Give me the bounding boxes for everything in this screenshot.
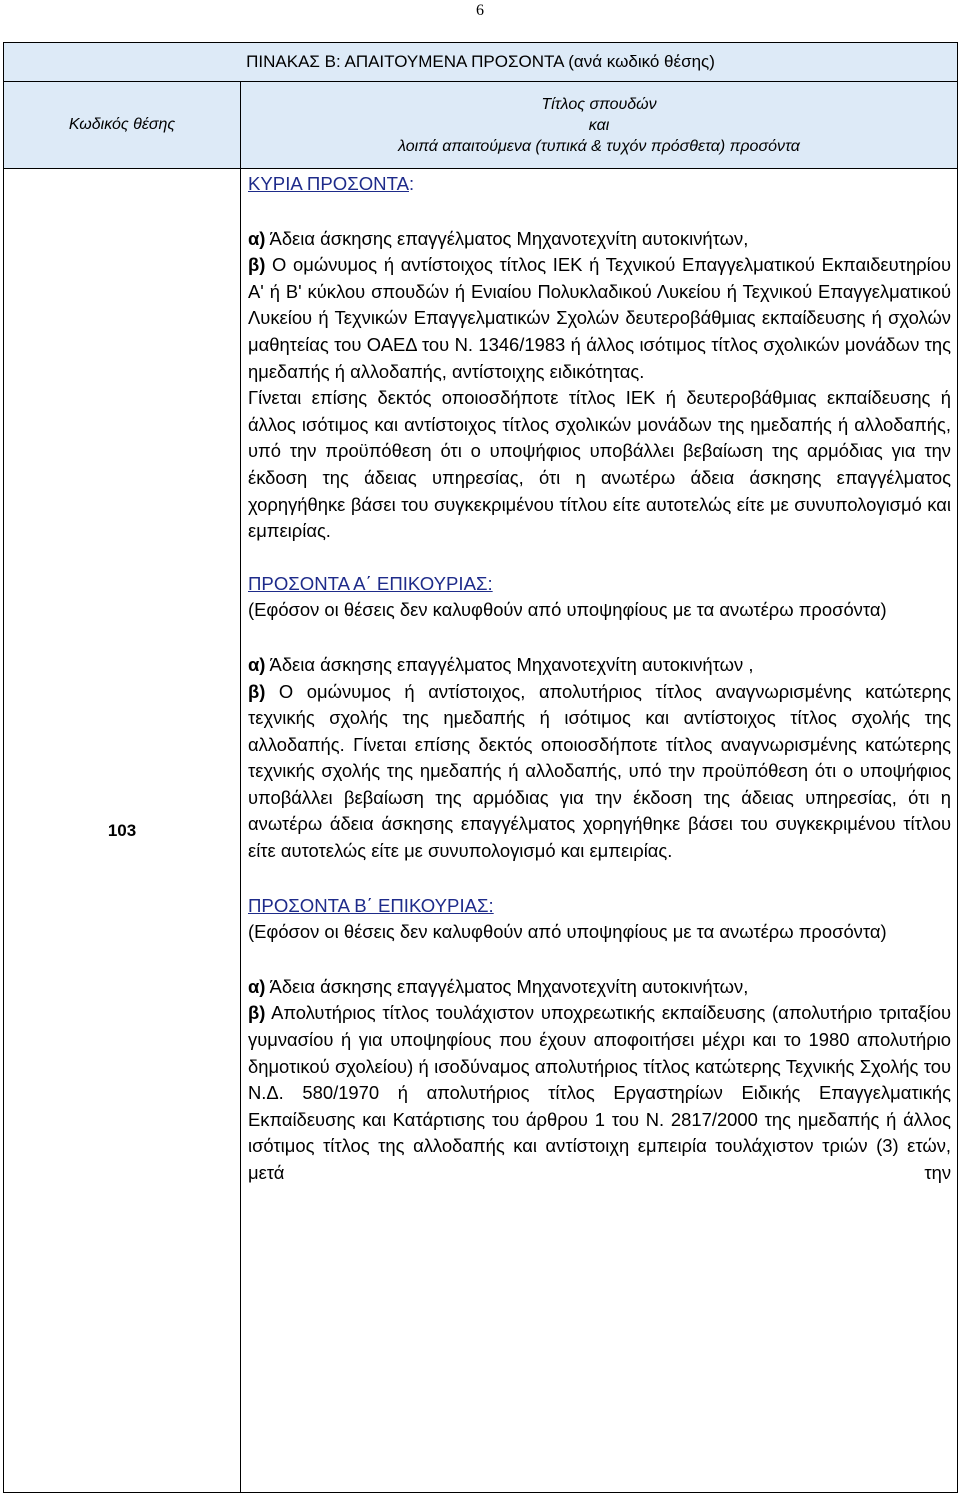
col-header-position-code: Κωδικός θέσης (4, 82, 241, 169)
col-header-line1: Τίτλος σπουδών (541, 95, 657, 113)
aux-b-heading: ΠΡΟΣΟΝΤΑ Β΄ ΕΠΙΚΟΥΡΙΑΣ: (248, 894, 494, 916)
aux-a-item-b: β) Ο ομώνυμος ή αντίστοιχος, απολυτήριος τίτλος αναγνωρισμένης κατώτερης τεχνικής σχολής της ημεδαπής ή ισότιμος και αντίστοιχος τίτλος σχολής της αλλοδαπής. Γίνεται επίσης δεκτός οποιοσδήποτε τίτλος αναγνωρισμένης κατώτερης τεχνικής σχολής της ημεδαπής ή αλλοδαπής, υπό την προϋπόθεση ότι ο υποψήφιος υποβάλλει βεβαίωση της αρμόδιας για την έκδοση της άδειας υπηρεσίας, ότι η ανωτέρω άδεια άσκησης επαγγέλματος χορηγήθηκε βάσει του συγκεκριμένου τίτλου είτε αυτοτελώς είτε με συνυπολογισμό και εμπειρίας. (248, 680, 952, 862)
page-number: 6 (476, 2, 484, 19)
aux-a-heading: ΠΡΟΣΟΝΤΑ Α΄ ΕΠΙΚΟΥΡΙΑΣ: (248, 572, 493, 594)
main-qualifications-heading: ΚΥΡΙΑ ΠΡΟΣΟΝΤΑ (248, 173, 409, 194)
main-qualifications-heading-line: ΚΥΡΙΑ ΠΡΟΣΟΝΤΑ: (248, 173, 415, 194)
col-header-line3: λοιπά απαιτούμενα (τυπικά & τυχόν πρόσθετα) προσόντα (398, 137, 800, 155)
col-header-line2: και (588, 116, 610, 134)
aux-a-heading-line (248, 571, 951, 598)
table-header-row (4, 82, 958, 169)
position-code: 103 (4, 169, 241, 1493)
aux-b-item-a: α) Άδεια άσκησης επαγγέλματος Μηχανοτεχνίτη αυτοκινήτων, (248, 975, 749, 997)
table-title-row (4, 43, 958, 82)
table-title: ΠΙΝΑΚΑΣ Β: ΑΠΑΙΤΟΥΜΕΝΑ ΠΡΟΣΟΝΤΑ (ανά κωδικό θέσης) (4, 43, 958, 82)
table-row (4, 169, 958, 1493)
main-item-a: α) Άδεια άσκησης επαγγέλματος Μηχανοτεχνίτη αυτοκινήτων, (248, 227, 749, 249)
aux-b-item-b: β) Απολυτήριος τίτλος τουλάχιστον υποχρεωτικής εκπαίδευσης (απολυτήριο τριταξίου γυμνασίου ή για υποψηφίους που έχουν αποφοιτήσει μέχρι και το 1980 απολυτήριο δημοτικού σχολείου) ή ισοδύναμος απολυτήριος τίτλος κατώτερης Τεχνικής Σχολής του Ν.Δ. 580/1970 ή απολυτήριος τίτλος Εργαστηρίων Ειδικής Επαγγελματικής Εκπαίδευσης και Κατάρτισης του άρθρου 1 του Ν. 2817/2000 της ημεδαπής ή άλλος ισότιμος τίτλος της αλλοδαπής και αντίστοιχη εμπειρία τουλάχιστον τριών (3) ετών, μετά την (248, 1002, 952, 1183)
aux-b-note: (Εφόσον οι θέσεις δεν καλυφθούν από υποψηφίους με τα ανωτέρω προσόντα) (248, 921, 887, 943)
aux-a-note: (Εφόσον οι θέσεις δεν καλυφθούν από υποψηφίους με τα ανωτέρω προσόντα) (248, 599, 887, 621)
main-extra-text: Γίνεται επίσης δεκτός οποιοσδήποτε τίτλος ΙΕΚ ή δευτεροβάθμιας εκπαίδευσης ή άλλος ισότιμος και αντίστοιχος τίτλος σχολικών μονάδων της ημεδαπής ή αλλοδαπής, υπό την προϋπόθεση ότι ο υποψήφιος υποβάλλει βεβαίωση της αρμόδιας για την έκδοση της άδειας υπηρεσίας, ότι η ανωτέρω άδεια άσκησης επαγγέλματος χορηγήθηκε βάσει του συγκεκριμένου τίτλου είτε αυτοτελώς είτε με συνυπολογισμό και εμπειρίας. (248, 387, 952, 542)
qualifications-cell (241, 169, 958, 1493)
col-header-qualifications (241, 82, 958, 169)
main-item-b: β) Ο ομώνυμος ή αντίστοιχος τίτλος ΙΕΚ ή Τεχνικού Επαγγελματικού Εκπαιδευτηρίου Α' ή Β' κύκλου σπουδών ή Ενιαίου Πολυκλαδικού Λυκείου ή Τεχνικού Επαγγελματικού Λυκείου ή Τεχνικών Επαγγελματικών Σχολών δευτεροβάθμιας εκπαίδευσης ή σχολών μαθητείας του ΟΑΕΔ του Ν. 1346/1983 ή άλλος ισότιμος τίτλος σχολικών μονάδων της ημεδαπής ή αλλοδαπής, αντίστοιχης ειδικότητας. (248, 254, 952, 382)
requirements-table (3, 42, 958, 1493)
aux-b-heading-line (248, 893, 951, 920)
aux-a-item-a: α) Άδεια άσκησης επαγγέλματος Μηχανοτεχνίτη αυτοκινήτων , (248, 653, 754, 675)
